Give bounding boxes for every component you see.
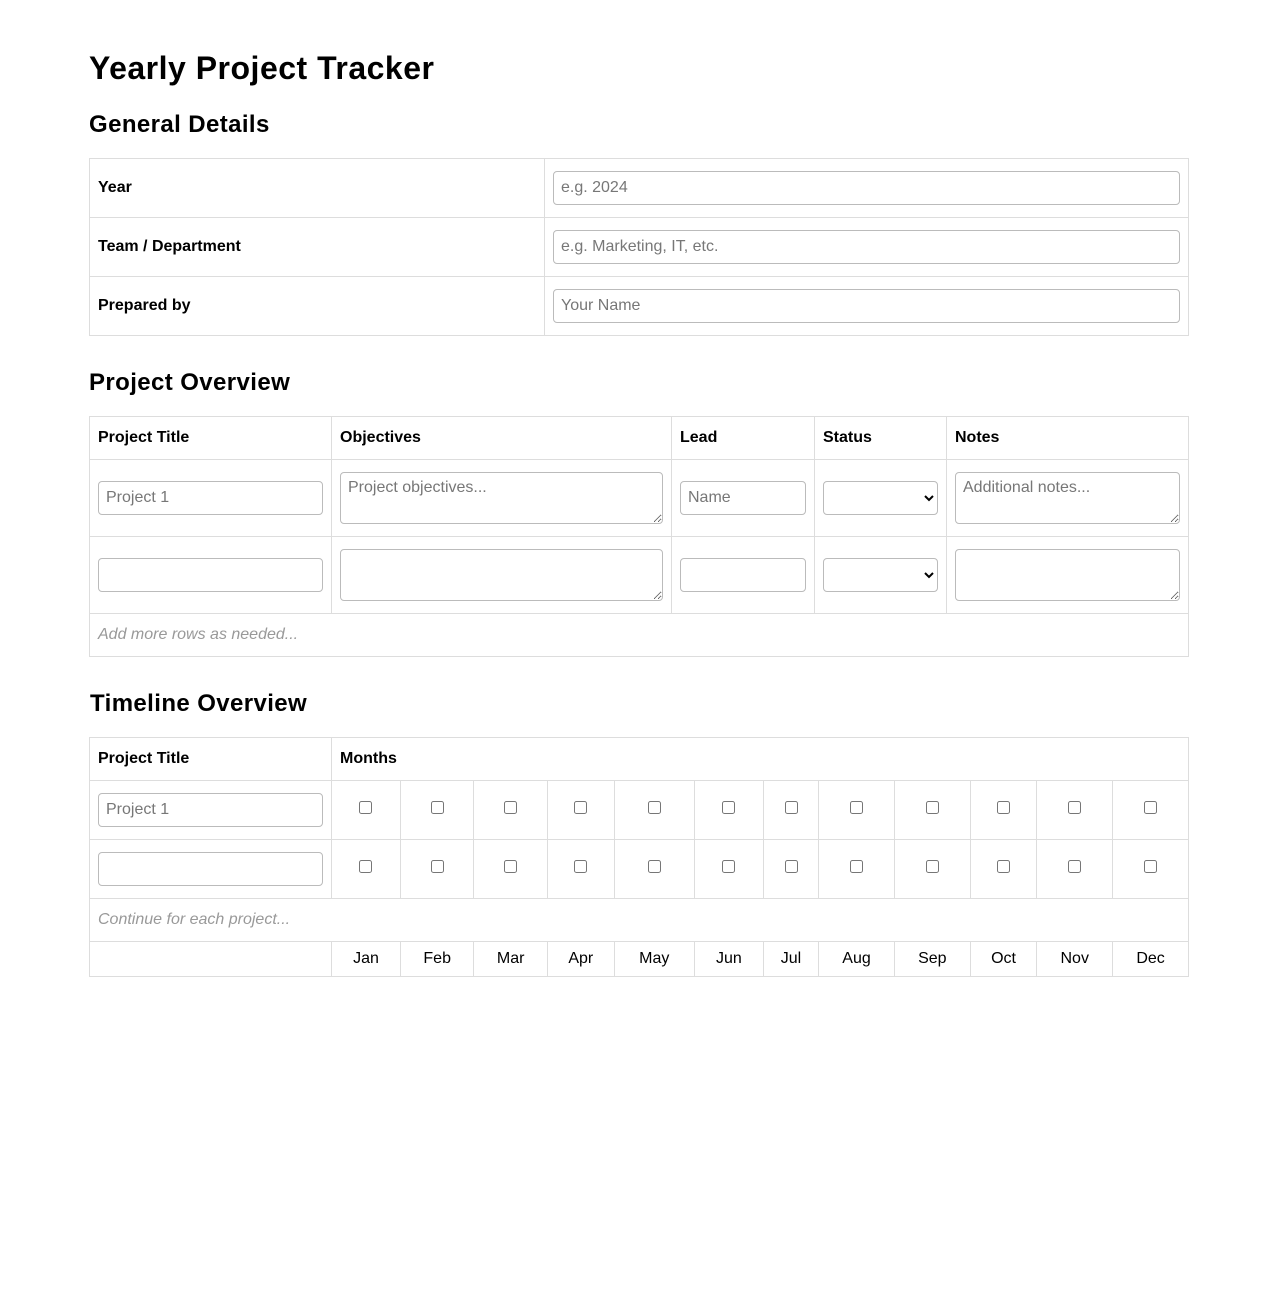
- overview-footer-row: [90, 614, 1189, 657]
- month-checkbox-jun-2[interactable]: [722, 860, 735, 873]
- month-checkbox-mar-2[interactable]: [504, 860, 517, 873]
- overview-row-2: [90, 537, 1189, 614]
- overview-row-1: [90, 460, 1189, 537]
- month-checkbox-apr-2[interactable]: [574, 860, 587, 873]
- general-row-prepared: [90, 277, 1189, 336]
- month-label-aug: Aug: [819, 942, 895, 977]
- month-label-oct: Oct: [970, 942, 1037, 977]
- timeline-project-input-1[interactable]: [98, 793, 323, 827]
- timeline-header-row: [90, 738, 1189, 781]
- month-checkbox-jun-1[interactable]: [722, 801, 735, 814]
- overview-header-row: [90, 417, 1189, 460]
- month-checkbox-oct-1[interactable]: [997, 801, 1010, 814]
- continue-note: Continue for each project...: [90, 899, 1189, 942]
- month-checkbox-oct-2[interactable]: [997, 860, 1010, 873]
- month-checkbox-feb-2[interactable]: [431, 860, 444, 873]
- col-project-title: Project Title: [90, 417, 332, 460]
- year-input[interactable]: [553, 171, 1180, 205]
- month-checkbox-aug-1[interactable]: [850, 801, 863, 814]
- month-label-dec: Dec: [1113, 942, 1189, 977]
- general-details-heading: General Details: [89, 111, 270, 138]
- month-checkbox-dec-2[interactable]: [1144, 860, 1157, 873]
- objectives-textarea-2[interactable]: [340, 549, 663, 601]
- month-checkbox-nov-2[interactable]: [1068, 860, 1081, 873]
- month-labels-row: [90, 942, 1189, 977]
- timeline-row-1: [90, 781, 1189, 840]
- project-overview-table: [89, 416, 1189, 657]
- timeline-footer-row: [90, 899, 1189, 942]
- month-label-mar: Mar: [474, 942, 547, 977]
- page-title: Yearly Project Tracker: [89, 50, 435, 86]
- month-checkbox-may-2[interactable]: [648, 860, 661, 873]
- timeline-col-project-title: Project Title: [90, 738, 332, 781]
- month-checkbox-jul-1[interactable]: [785, 801, 798, 814]
- month-label-apr: Apr: [547, 942, 614, 977]
- add-more-rows-note: Add more rows as needed...: [90, 614, 1189, 657]
- notes-textarea-1[interactable]: [955, 472, 1180, 524]
- col-objectives: Objectives: [332, 417, 672, 460]
- month-checkbox-jul-2[interactable]: [785, 860, 798, 873]
- timeline-table: [89, 737, 1189, 977]
- lead-input-2[interactable]: [680, 558, 806, 592]
- month-label-jan: Jan: [332, 942, 401, 977]
- project-title-input-2[interactable]: [98, 558, 323, 592]
- month-checkbox-may-1[interactable]: [648, 801, 661, 814]
- month-checkbox-nov-1[interactable]: [1068, 801, 1081, 814]
- col-lead: Lead: [672, 417, 815, 460]
- col-status: Status: [815, 417, 947, 460]
- timeline-project-input-2[interactable]: [98, 852, 323, 886]
- month-checkbox-sep-2[interactable]: [926, 860, 939, 873]
- lead-input-1[interactable]: [680, 481, 806, 515]
- month-checkbox-dec-1[interactable]: [1144, 801, 1157, 814]
- month-label-may: May: [614, 942, 694, 977]
- objectives-textarea-1[interactable]: [340, 472, 663, 524]
- month-label-jul: Jul: [763, 942, 818, 977]
- timeline-col-months: Months: [332, 738, 1189, 781]
- month-checkbox-aug-2[interactable]: [850, 860, 863, 873]
- month-checkbox-jan-1[interactable]: [359, 801, 372, 814]
- project-title-input-1[interactable]: [98, 481, 323, 515]
- month-label-feb: Feb: [400, 942, 474, 977]
- month-checkbox-mar-1[interactable]: [504, 801, 517, 814]
- project-overview-heading: Project Overview: [89, 369, 291, 396]
- general-details-table: [89, 158, 1189, 336]
- prepared-by-label: Prepared by: [90, 277, 545, 336]
- timeline-overview-heading: Timeline Overview: [90, 690, 308, 717]
- timeline-row-2: [90, 840, 1189, 899]
- month-checkbox-feb-1[interactable]: [431, 801, 444, 814]
- month-label-nov: Nov: [1037, 942, 1113, 977]
- month-label-sep: Sep: [894, 942, 970, 977]
- status-select-2[interactable]: [823, 558, 938, 592]
- notes-textarea-2[interactable]: [955, 549, 1180, 601]
- month-checkbox-jan-2[interactable]: [359, 860, 372, 873]
- month-label-jun: Jun: [694, 942, 763, 977]
- year-label: Year: [90, 159, 545, 218]
- prepared-by-input[interactable]: [553, 289, 1180, 323]
- status-select-1[interactable]: [823, 481, 938, 515]
- general-row-year: [90, 159, 1189, 218]
- team-label: Team / Department: [90, 218, 545, 277]
- month-checkbox-apr-1[interactable]: [574, 801, 587, 814]
- month-checkbox-sep-1[interactable]: [926, 801, 939, 814]
- col-notes: Notes: [947, 417, 1189, 460]
- general-row-team: [90, 218, 1189, 277]
- team-input[interactable]: [553, 230, 1180, 264]
